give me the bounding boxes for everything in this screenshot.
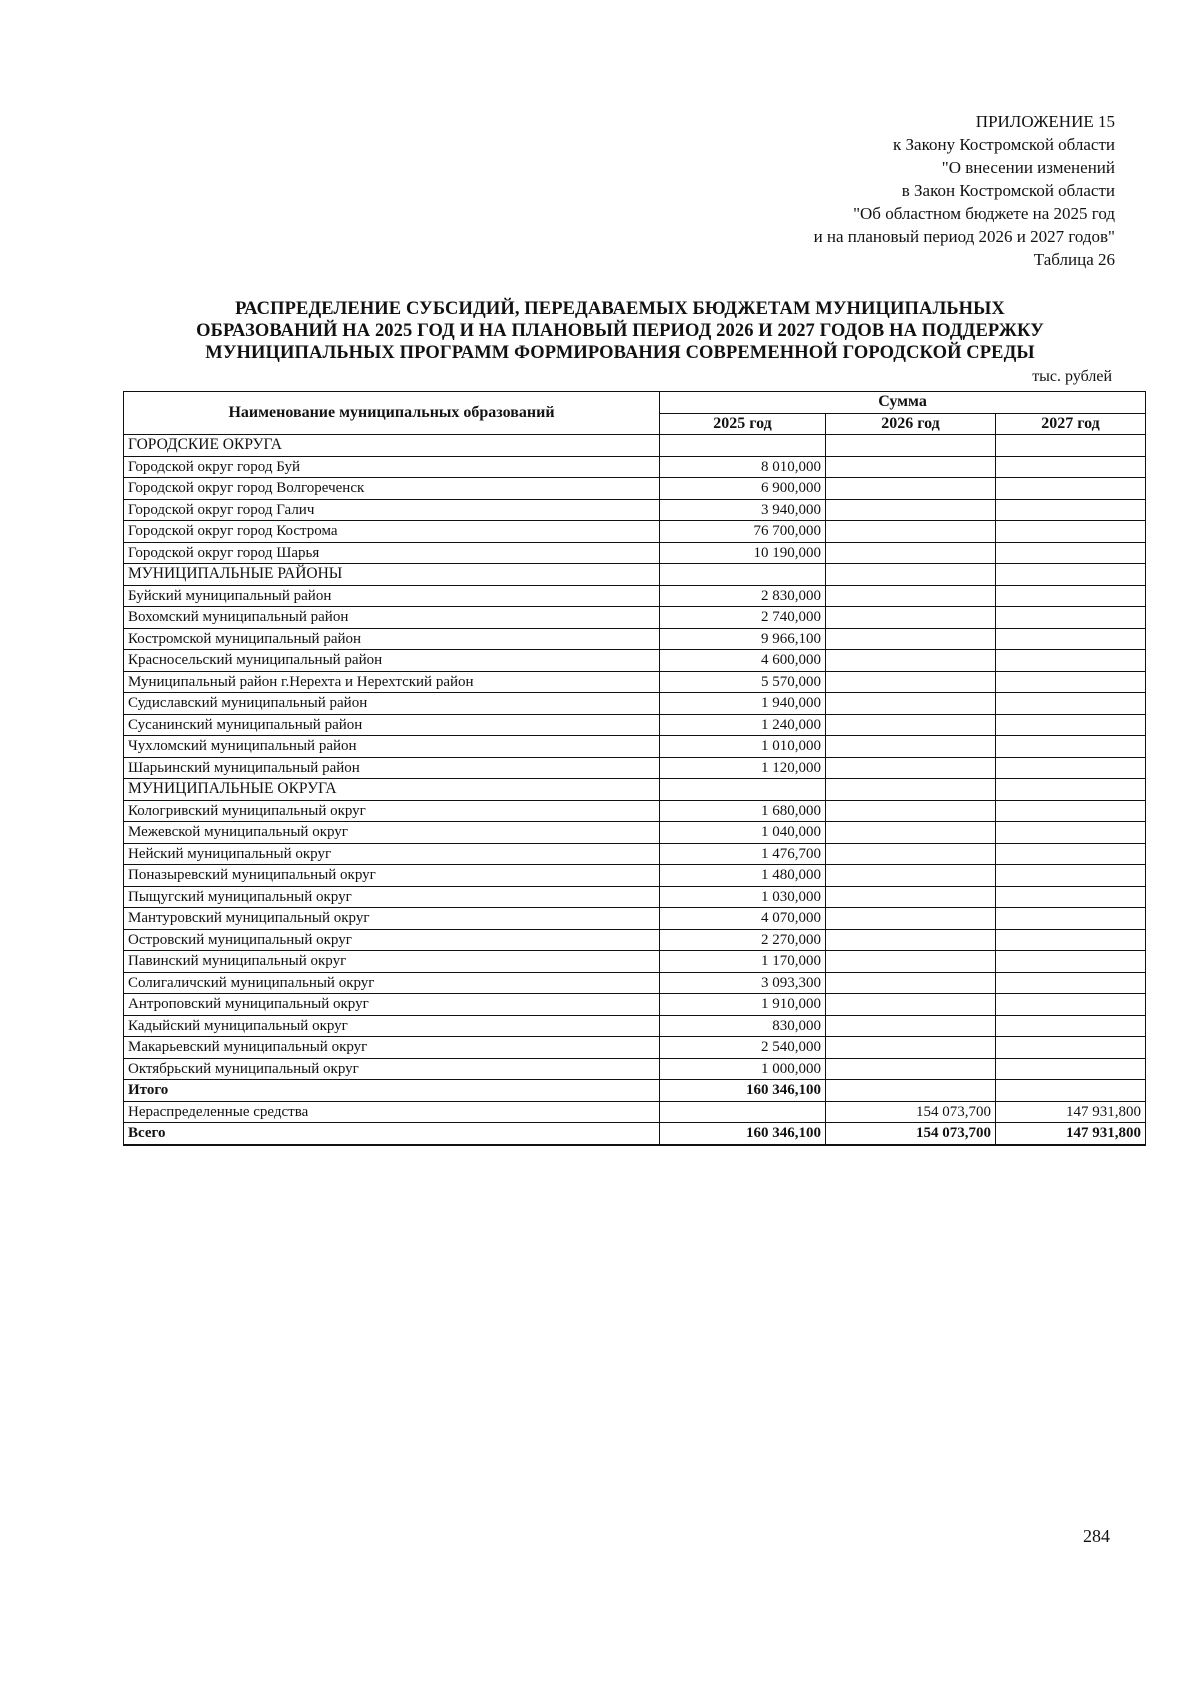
- value-2025-cell: 8 010,000: [660, 456, 826, 478]
- municipality-name-cell: Макарьевский муниципальный округ: [124, 1037, 660, 1059]
- table-row: [124, 542, 1146, 564]
- municipality-name-cell: ГОРОДСКИЕ ОКРУГА: [124, 435, 660, 457]
- value-2025-cell: 1 040,000: [660, 822, 826, 844]
- value-2025-cell: 10 190,000: [660, 542, 826, 564]
- value-2025-cell: 3 940,000: [660, 499, 826, 521]
- value-2027-cell: [996, 521, 1146, 543]
- value-2026-cell: [826, 435, 996, 457]
- municipality-name-cell: МУНИЦИПАЛЬНЫЕ ОКРУГА: [124, 779, 660, 801]
- value-2026-cell: [826, 671, 996, 693]
- header-line-4: в Закон Костромской области: [901, 181, 1115, 200]
- value-2025-cell: 9 966,100: [660, 628, 826, 650]
- municipality-name-cell: Шарьинский муниципальный район: [124, 757, 660, 779]
- municipality-name-cell: Итого: [124, 1080, 660, 1102]
- municipality-name-cell: Всего: [124, 1123, 660, 1145]
- value-2025-cell: 1 476,700: [660, 843, 826, 865]
- value-2025-cell: 2 830,000: [660, 585, 826, 607]
- municipality-name-cell: Поназыревский муниципальный округ: [124, 865, 660, 887]
- value-2027-cell: [996, 757, 1146, 779]
- value-2025-cell: 4 070,000: [660, 908, 826, 930]
- table-row: [124, 478, 1146, 500]
- value-2025-cell: 830,000: [660, 1015, 826, 1037]
- value-2027-cell: [996, 908, 1146, 930]
- value-2027-cell: [996, 628, 1146, 650]
- value-2025-cell: 2 540,000: [660, 1037, 826, 1059]
- value-2026-cell: [826, 865, 996, 887]
- value-2026-cell: [826, 972, 996, 994]
- title-line-3: МУНИЦИПАЛЬНЫХ ПРОГРАММ ФОРМИРОВАНИЯ СОВРЕМЕННОЙ ГОРОДСКОЙ СРЕДЫ: [205, 343, 1035, 363]
- municipality-name-cell: Вохомский муниципальный район: [124, 607, 660, 629]
- table-row: [124, 822, 1146, 844]
- value-2026-cell: [826, 564, 996, 586]
- value-2027-cell: [996, 822, 1146, 844]
- column-header-2025: 2025 год: [660, 413, 826, 435]
- value-2027-cell: [996, 929, 1146, 951]
- municipality-name-cell: Красносельский муниципальный район: [124, 650, 660, 672]
- table-row: [124, 1058, 1146, 1080]
- value-2025-cell: 1 010,000: [660, 736, 826, 758]
- value-2025-cell: 5 570,000: [660, 671, 826, 693]
- value-2026-cell: [826, 1015, 996, 1037]
- value-2027-cell: [996, 499, 1146, 521]
- value-2027-cell: [996, 693, 1146, 715]
- value-2026-cell: [826, 800, 996, 822]
- value-2026-cell: [826, 929, 996, 951]
- municipality-name-cell: Буйский муниципальный район: [124, 585, 660, 607]
- municipality-name-cell: Городской округ город Волгореченск: [124, 478, 660, 500]
- value-2025-cell: 1 940,000: [660, 693, 826, 715]
- value-2027-cell: [996, 714, 1146, 736]
- value-2026-cell: [826, 499, 996, 521]
- value-2025-cell: 2 270,000: [660, 929, 826, 951]
- value-2025-cell: [660, 564, 826, 586]
- value-2027-cell: [996, 736, 1146, 758]
- value-2025-cell: 3 093,300: [660, 972, 826, 994]
- value-2026-cell: [826, 843, 996, 865]
- column-header-2027: 2027 год: [996, 413, 1146, 435]
- value-2027-cell: [996, 800, 1146, 822]
- header-line-5: "Об областном бюджете на 2025 год: [853, 204, 1115, 223]
- value-2027-cell: [996, 779, 1146, 801]
- header-line-3: "О внесении изменений: [941, 158, 1115, 177]
- value-2026-cell: [826, 585, 996, 607]
- value-2026-cell: [826, 736, 996, 758]
- value-2025-cell: 1 910,000: [660, 994, 826, 1016]
- header-line-6: и на плановый период 2026 и 2027 годов": [813, 227, 1115, 246]
- value-2025-cell: [660, 435, 826, 457]
- appendix-number: ПРИЛОЖЕНИЕ 15: [975, 112, 1115, 131]
- units-label: тыс. рублей: [1032, 368, 1112, 385]
- value-2026-cell: [826, 757, 996, 779]
- table-row: [124, 972, 1146, 994]
- group-header-row: [124, 779, 1146, 801]
- municipality-name-cell: Солигаличский муниципальный округ: [124, 972, 660, 994]
- value-2026-cell: [826, 542, 996, 564]
- value-2026-cell: [826, 693, 996, 715]
- total-row: [124, 1080, 1146, 1102]
- municipality-name-cell: Павинский муниципальный округ: [124, 951, 660, 973]
- subsidy-table: [123, 391, 1146, 1146]
- table-row: [124, 865, 1146, 887]
- value-2027-cell: [996, 435, 1146, 457]
- document-header: [814, 110, 1115, 271]
- table-number: Таблица 26: [1033, 250, 1115, 269]
- municipality-name-cell: Муниципальный район г.Нерехта и Нерехтский район: [124, 671, 660, 693]
- document-title: [120, 298, 1120, 364]
- header-line-2: к Закону Костромской области: [893, 135, 1115, 154]
- value-2027-cell: [996, 843, 1146, 865]
- page-number: 284: [1083, 1526, 1110, 1546]
- municipality-name-cell: Чухломский муниципальный район: [124, 736, 660, 758]
- municipality-name-cell: Антроповский муниципальный округ: [124, 994, 660, 1016]
- value-2026-cell: [826, 714, 996, 736]
- value-2026-cell: [826, 908, 996, 930]
- value-2027-cell: [996, 607, 1146, 629]
- table-row: [124, 628, 1146, 650]
- value-2027-cell: [996, 650, 1146, 672]
- column-header-name: Наименование муниципальных образований: [124, 392, 660, 435]
- table-row: [124, 951, 1146, 973]
- municipality-name-cell: Нейский муниципальный округ: [124, 843, 660, 865]
- municipality-name-cell: Нераспределенные средства: [124, 1101, 660, 1123]
- value-2025-cell: 2 740,000: [660, 607, 826, 629]
- value-2026-cell: [826, 1037, 996, 1059]
- municipality-name-cell: Кадыйский муниципальный округ: [124, 1015, 660, 1037]
- value-2027-cell: [996, 994, 1146, 1016]
- value-2027-cell: [996, 1015, 1146, 1037]
- table-row: [124, 456, 1146, 478]
- value-2027-cell: [996, 585, 1146, 607]
- value-2027-cell: [996, 1080, 1146, 1102]
- title-line-2: ОБРАЗОВАНИЙ НА 2025 ГОД И НА ПЛАНОВЫЙ ПЕРИОД 2026 И 2027 ГОДОВ НА ПОДДЕРЖКУ: [196, 321, 1044, 341]
- value-2027-cell: [996, 564, 1146, 586]
- municipality-name-cell: Городской округ город Буй: [124, 456, 660, 478]
- group-header-row: [124, 564, 1146, 586]
- value-2025-cell: 1 480,000: [660, 865, 826, 887]
- municipality-name-cell: Пыщугский муниципальный округ: [124, 886, 660, 908]
- table-row: [124, 714, 1146, 736]
- table-row: [124, 521, 1146, 543]
- table-row: [124, 607, 1146, 629]
- value-2027-cell: [996, 1037, 1146, 1059]
- table-row: [124, 1037, 1146, 1059]
- municipality-name-cell: Кологривский муниципальный округ: [124, 800, 660, 822]
- table-row: [124, 800, 1146, 822]
- value-2026-cell: 154 073,700: [826, 1101, 996, 1123]
- total-row: [124, 1123, 1146, 1145]
- value-2026-cell: [826, 628, 996, 650]
- value-2025-cell: 6 900,000: [660, 478, 826, 500]
- value-2027-cell: [996, 972, 1146, 994]
- value-2025-cell: 1 000,000: [660, 1058, 826, 1080]
- column-header-sum: Сумма: [660, 392, 1146, 414]
- municipality-name-cell: Городской округ город Галич: [124, 499, 660, 521]
- value-2027-cell: [996, 865, 1146, 887]
- table-row: [124, 671, 1146, 693]
- value-2025-cell: 1 680,000: [660, 800, 826, 822]
- value-2025-cell: 4 600,000: [660, 650, 826, 672]
- value-2026-cell: [826, 650, 996, 672]
- value-2025-cell: 76 700,000: [660, 521, 826, 543]
- value-2025-cell: 1 240,000: [660, 714, 826, 736]
- municipality-name-cell: Октябрьский муниципальный округ: [124, 1058, 660, 1080]
- column-header-2026: 2026 год: [826, 413, 996, 435]
- value-2025-cell: 1 170,000: [660, 951, 826, 973]
- municipality-name-cell: Сусанинский муниципальный район: [124, 714, 660, 736]
- municipality-name-cell: Городской округ город Кострома: [124, 521, 660, 543]
- value-2027-cell: [996, 671, 1146, 693]
- table-row: [124, 757, 1146, 779]
- value-2026-cell: [826, 951, 996, 973]
- value-2025-cell: 160 346,100: [660, 1123, 826, 1145]
- value-2026-cell: [826, 478, 996, 500]
- table-row: [124, 693, 1146, 715]
- value-2027-cell: 147 931,800: [996, 1123, 1146, 1145]
- municipality-name-cell: Судиславский муниципальный район: [124, 693, 660, 715]
- municipality-name-cell: Межевской муниципальный округ: [124, 822, 660, 844]
- table-row: [124, 886, 1146, 908]
- value-2026-cell: 154 073,700: [826, 1123, 996, 1145]
- title-line-1: РАСПРЕДЕЛЕНИЕ СУБСИДИЙ, ПЕРЕДАВАЕМЫХ БЮДЖЕТАМ МУНИЦИПАЛЬНЫХ: [235, 299, 1005, 319]
- municipality-name-cell: Костромской муниципальный район: [124, 628, 660, 650]
- value-2027-cell: [996, 886, 1146, 908]
- value-2025-cell: [660, 1101, 826, 1123]
- value-2025-cell: 1 030,000: [660, 886, 826, 908]
- value-2027-cell: [996, 951, 1146, 973]
- value-2027-cell: [996, 1058, 1146, 1080]
- table-row: [124, 585, 1146, 607]
- value-2026-cell: [826, 886, 996, 908]
- value-2026-cell: [826, 994, 996, 1016]
- table-body: [124, 435, 1146, 1145]
- value-2027-cell: [996, 478, 1146, 500]
- value-2027-cell: [996, 456, 1146, 478]
- table-row: [124, 929, 1146, 951]
- value-2026-cell: [826, 1080, 996, 1102]
- value-2027-cell: 147 931,800: [996, 1101, 1146, 1123]
- table-row: [124, 843, 1146, 865]
- municipality-name-cell: Островский муниципальный округ: [124, 929, 660, 951]
- table-row: [124, 908, 1146, 930]
- value-2025-cell: 1 120,000: [660, 757, 826, 779]
- table-row: [124, 994, 1146, 1016]
- municipality-name-cell: МУНИЦИПАЛЬНЫЕ РАЙОНЫ: [124, 564, 660, 586]
- table-row: [124, 1101, 1146, 1123]
- value-2026-cell: [826, 607, 996, 629]
- value-2027-cell: [996, 542, 1146, 564]
- value-2026-cell: [826, 779, 996, 801]
- value-2025-cell: 160 346,100: [660, 1080, 826, 1102]
- value-2026-cell: [826, 822, 996, 844]
- group-header-row: [124, 435, 1146, 457]
- municipality-name-cell: Городской округ город Шарья: [124, 542, 660, 564]
- value-2026-cell: [826, 1058, 996, 1080]
- value-2026-cell: [826, 456, 996, 478]
- table-row: [124, 650, 1146, 672]
- municipality-name-cell: Мантуровский муниципальный округ: [124, 908, 660, 930]
- table-row: [124, 736, 1146, 758]
- value-2026-cell: [826, 521, 996, 543]
- table-header-row: [124, 392, 1146, 414]
- table-row: [124, 499, 1146, 521]
- value-2025-cell: [660, 779, 826, 801]
- table-row: [124, 1015, 1146, 1037]
